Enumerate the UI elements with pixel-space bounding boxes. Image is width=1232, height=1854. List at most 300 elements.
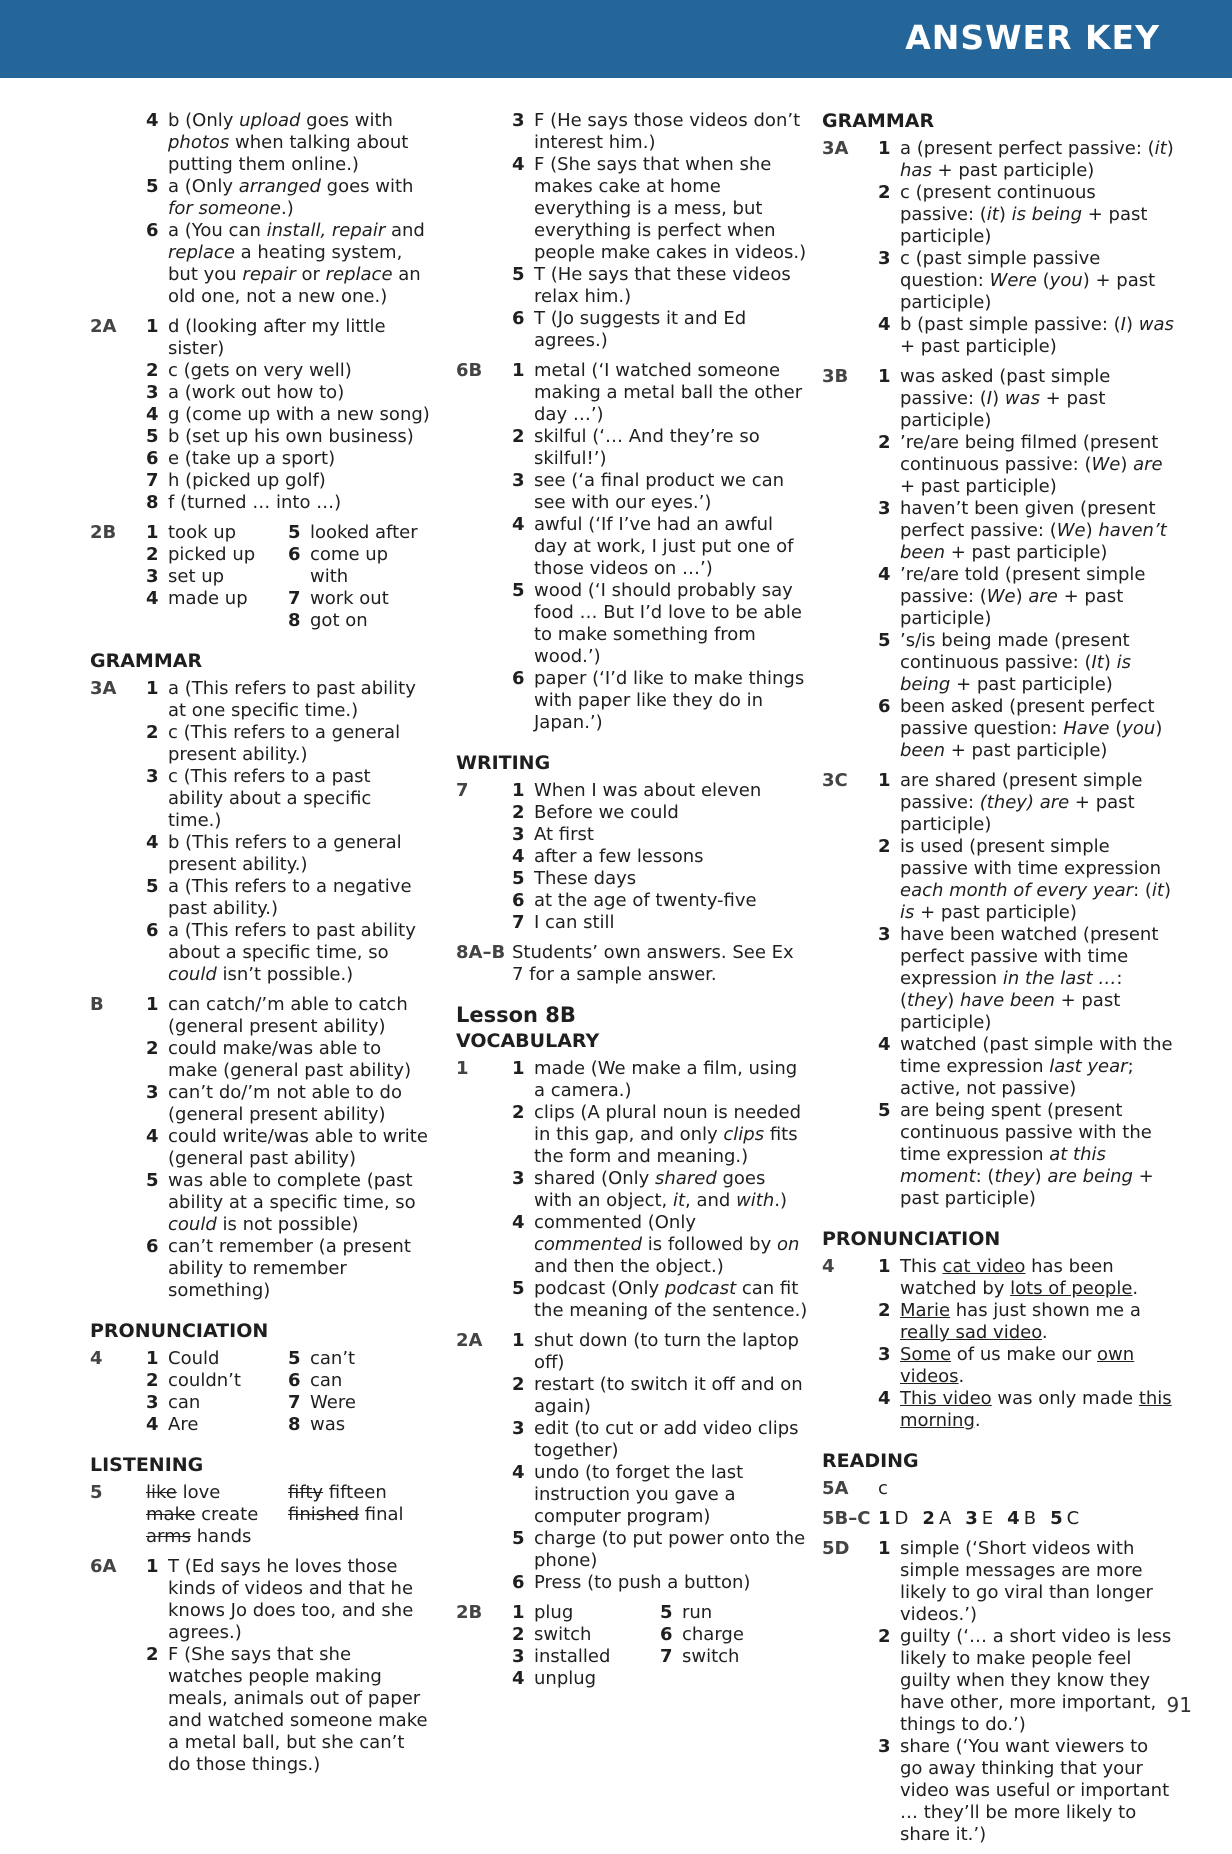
exercise-5d <box>822 1538 1174 1846</box>
answer-text: C <box>1066 1508 1080 1529</box>
answer-item <box>512 470 808 514</box>
item-number: 4 <box>1007 1508 1020 1529</box>
exercise-label: 3B <box>822 366 849 387</box>
answer-text: at the age of twenty-five <box>534 890 757 911</box>
answer-item <box>288 1392 430 1414</box>
answer-text: switch <box>534 1624 592 1645</box>
exercise-label: 5A <box>822 1478 849 1499</box>
answer-item <box>878 696 1174 762</box>
answer-text: Before we could <box>534 802 679 823</box>
answer-item <box>878 314 1174 358</box>
answer-item <box>146 588 288 610</box>
answer-item <box>878 248 1174 314</box>
answer-text: installed <box>534 1646 611 1667</box>
answer-item <box>878 1300 1174 1344</box>
answer-text: e (take up a sport) <box>168 448 336 469</box>
answer-text: work out <box>310 588 389 609</box>
answer-item <box>146 448 430 470</box>
exercise-4 <box>90 1348 430 1436</box>
answer-text: shut down (to turn the laptop off) <box>534 1330 799 1373</box>
answer-item <box>512 580 808 668</box>
answer-item <box>878 138 1174 182</box>
item-number: 2 <box>146 1038 159 1059</box>
answer-text: was <box>310 1414 346 1435</box>
answer-item <box>512 1212 808 1278</box>
answer-text: see (‘a final product we can see with our eyes.’) <box>534 470 785 513</box>
correction-item <box>146 1482 288 1504</box>
answer-text: switch <box>682 1646 740 1667</box>
answer-item <box>146 832 430 876</box>
answer-item <box>146 522 288 544</box>
answer-text: are being spent (present continuous passive with the time expression at this moment: (they) are being + past participle) <box>900 1100 1154 1209</box>
answer-text: charge (to put power onto the phone) <box>534 1528 806 1571</box>
answer-text: F (He says those videos don’t interest him.) <box>534 110 801 153</box>
item-number: 7 <box>288 1392 301 1413</box>
item-number: 7 <box>288 588 301 609</box>
item-number: 7 <box>146 470 159 491</box>
answer-text: have been watched (present perfect passive with time expression in the last …: (they) have been + past participle) <box>900 924 1159 1033</box>
exercise-2b <box>90 522 430 632</box>
exercise-label: 3C <box>822 770 848 791</box>
exercise-label: 4 <box>822 1256 835 1277</box>
item-number: 3 <box>512 1418 525 1439</box>
item-number: 2 <box>512 1624 525 1645</box>
answer-text: couldn’t <box>168 1370 241 1391</box>
answer-text: can <box>310 1370 343 1391</box>
answer-text: could make/was able to make (general past ability) <box>168 1038 412 1081</box>
answer-item <box>878 1508 908 1530</box>
answer-text: can catch/’m able to catch (general present ability) <box>168 994 408 1037</box>
item-number: 3 <box>146 1082 159 1103</box>
exercise-label: 2A <box>90 316 117 337</box>
answer-text: plug <box>534 1602 574 1623</box>
answer-text: c (past simple passive question: Were (you) + past participle) <box>900 248 1156 313</box>
answer-text: b (set up his own business) <box>168 426 414 447</box>
answer-item <box>512 264 808 308</box>
answer-item <box>146 544 288 566</box>
exercise-6a <box>90 1556 430 1776</box>
answer-item <box>146 110 430 176</box>
item-number: 2 <box>878 1300 891 1321</box>
answer-text: are shared (present simple passive: (they) are + past participle) <box>900 770 1143 835</box>
item-number: 5 <box>878 630 891 651</box>
answer-text: Could <box>168 1348 220 1369</box>
item-number: 5 <box>512 264 525 285</box>
answer-item <box>512 1102 808 1168</box>
answer-text: c (This refers to a general present ability.) <box>168 722 401 765</box>
answer-item <box>146 678 430 722</box>
answer-item <box>146 566 288 588</box>
answer-text: after a few lessons <box>534 846 704 867</box>
answer-item <box>512 1278 808 1322</box>
item-number: 6 <box>146 448 159 469</box>
answer-item <box>146 382 430 404</box>
exercise-7 <box>456 780 808 934</box>
item-number: 1 <box>878 366 891 387</box>
item-number: 3 <box>512 1168 525 1189</box>
section-heading: WRITING <box>456 752 551 774</box>
answer-item <box>146 1348 288 1370</box>
answer-item <box>512 1572 808 1594</box>
answer-text: At first <box>534 824 594 845</box>
item-number: 1 <box>512 1058 525 1079</box>
item-number: 2 <box>512 1102 525 1123</box>
answer-text: guilty (‘… a short video is less likely to make people feel guilty when they know they have other, more important, things to do.’) <box>900 1626 1172 1735</box>
answer-text: is used (present simple passive with time expression each month of every year: (it) is + past participle) <box>900 836 1171 923</box>
exercise-label: 2B <box>456 1602 483 1623</box>
answer-text: c (present continuous passive: (it) is being + past participle) <box>900 182 1148 247</box>
answer-item <box>512 426 808 470</box>
item-number: 4 <box>512 1462 525 1483</box>
answer-text: These days <box>534 868 637 889</box>
exercise-6b <box>456 360 808 734</box>
answer-item <box>512 360 808 426</box>
answer-text: was able to complete (past ability at a specific time, so could is not possible) <box>168 1170 416 1235</box>
answer-text: Are <box>168 1414 199 1435</box>
answer-item <box>146 722 430 766</box>
answer-text: b (past simple passive: (I) was + past participle) <box>900 314 1174 357</box>
correct-word: hands <box>191 1526 252 1547</box>
answer-item <box>512 1624 660 1646</box>
answer-item <box>512 824 808 846</box>
answer-item <box>146 1038 430 1082</box>
answer-text: a (This refers to past ability about a specific time, so could isn’t possible.) <box>168 920 416 985</box>
item-number: 7 <box>512 912 525 933</box>
item-number: 2 <box>878 1626 891 1647</box>
answer-item <box>878 836 1174 924</box>
item-number: 2 <box>512 802 525 823</box>
answer-item <box>1050 1508 1079 1530</box>
answer-item <box>146 876 430 920</box>
answer-item <box>512 802 808 824</box>
item-number: 2 <box>512 426 525 447</box>
item-number: 1 <box>146 1556 159 1577</box>
item-number: 4 <box>146 404 159 425</box>
answer-text: shared (Only shared goes with an object, it, and with.) <box>534 1168 788 1211</box>
answer-item <box>878 1388 1174 1432</box>
answer-text: clips (A plural noun is needed in this gap, and only clips fits the form and meaning.) <box>534 1102 802 1167</box>
struck-word: finished <box>288 1504 360 1525</box>
item-number: 4 <box>146 1126 159 1147</box>
exercise-1 <box>456 1058 808 1322</box>
section-heading: GRAMMAR <box>90 650 203 672</box>
answer-item <box>878 1344 1174 1388</box>
answer-item <box>878 1100 1174 1210</box>
item-number: 8 <box>288 1414 301 1435</box>
answer-text: wood (‘I should probably say food … But I’d love to be able to make something from wood.’) <box>534 580 802 667</box>
answer-text: Press (to push a button) <box>534 1572 751 1593</box>
answer-item <box>146 492 430 514</box>
exercise-label: 3A <box>822 138 849 159</box>
item-number: 4 <box>878 1388 891 1409</box>
answer-item <box>512 890 808 912</box>
item-number: 1 <box>512 1330 525 1351</box>
answer-text: paper (‘I’d like to make things with paper like they do in Japan.’) <box>534 668 805 733</box>
answer-text: B <box>1023 1508 1037 1529</box>
item-number: 4 <box>512 514 525 535</box>
answer-item <box>512 1330 808 1374</box>
answer-text: h (picked up golf) <box>168 470 326 491</box>
answer-item <box>660 1646 808 1668</box>
answer-item <box>512 154 808 264</box>
struck-word: arms <box>146 1526 192 1547</box>
answer-text: unplug <box>534 1668 597 1689</box>
item-number: 1 <box>512 360 525 381</box>
item-number: 2 <box>922 1508 935 1529</box>
answer-text: undo (to forget the last instruction you gave a computer program) <box>534 1462 744 1527</box>
answer-text: I can still <box>534 912 615 933</box>
item-number: 5 <box>512 868 525 889</box>
struck-word: like <box>146 1482 177 1503</box>
answer-text: podcast (Only podcast can fit the meaning of the sentence.) <box>534 1278 808 1321</box>
answer-item <box>878 924 1174 1034</box>
answer-text: could write/was able to write (general past ability) <box>168 1126 428 1169</box>
item-number: 5 <box>1050 1508 1063 1529</box>
answer-item <box>512 1462 808 1528</box>
item-number: 5 <box>878 1100 891 1121</box>
item-number: 5 <box>146 876 159 897</box>
item-number: 5 <box>146 1170 159 1191</box>
answer-text: a (present perfect passive: (it) has + past participle) <box>900 138 1174 181</box>
item-number: 5 <box>512 580 525 601</box>
answer-text: c (gets on very well) <box>168 360 352 381</box>
answer-text: T (Jo suggests it and Ed agrees.) <box>534 308 747 351</box>
answer-text: ’s/is being made (present continuous passive: (It) is being + past participle) <box>900 630 1131 695</box>
answer-text: share (‘You want viewers to go away thinking that your video was useful or important … they’ll be more likely to share it.’) <box>900 1736 1170 1845</box>
item-number: 1 <box>146 678 159 699</box>
answer-item <box>146 360 430 382</box>
struck-word: make <box>146 1504 196 1525</box>
exercise-label: 1 <box>456 1058 469 1079</box>
item-number: 1 <box>146 316 159 337</box>
answer-text: took up <box>168 522 237 543</box>
exercise-label: 7 <box>456 780 469 801</box>
answer-item <box>512 912 808 934</box>
item-number: 3 <box>146 766 159 787</box>
item-number: 3 <box>146 382 159 403</box>
answer-item <box>146 1414 288 1436</box>
exercise-label: 5B–C <box>822 1508 871 1529</box>
lesson-title: Lesson 8B <box>456 1003 576 1027</box>
answer-text: can’t <box>310 1348 356 1369</box>
item-number: 2 <box>146 722 159 743</box>
item-number: 3 <box>878 1736 891 1757</box>
answer-item <box>512 1668 660 1690</box>
item-number: 6 <box>660 1624 673 1645</box>
item-number: 3 <box>878 248 891 269</box>
answer-text: T (Ed says he loves those kinds of videos and that he knows Jo does too, and she agrees.) <box>168 1556 414 1643</box>
item-number: 4 <box>512 846 525 867</box>
answer-text: metal (‘I watched someone making a metal ball the other day …’) <box>534 360 803 425</box>
answer-item <box>512 1058 808 1102</box>
item-number: 5 <box>146 426 159 447</box>
answer-text: been asked (present perfect passive question: Have (you) been + past participle) <box>900 696 1163 761</box>
item-number: 3 <box>512 470 525 491</box>
answer-item <box>146 426 430 448</box>
exercise-label: 5D <box>822 1538 850 1559</box>
item-number: 4 <box>146 588 159 609</box>
answer-item <box>512 780 808 802</box>
answer-item <box>146 1370 288 1392</box>
answer-item <box>146 1170 430 1236</box>
item-number: 2 <box>146 1370 159 1391</box>
item-number: 8 <box>146 492 159 513</box>
exercise-4 <box>822 1256 1174 1432</box>
answer-text: can’t remember (a present ability to remember something) <box>168 1236 411 1301</box>
item-number: 3 <box>965 1508 978 1529</box>
answer-item <box>146 176 430 220</box>
exercise-label: 4 <box>90 1348 103 1369</box>
section-heading: GRAMMAR <box>822 110 935 132</box>
answer-item <box>146 766 430 832</box>
item-number: 5 <box>512 1278 525 1299</box>
answer-text: F (She says that when she makes cake at home everything is a mess, but everything is perfect when people make cakes in videos.) <box>534 154 807 263</box>
answer-item <box>288 522 430 544</box>
answer-item <box>878 498 1174 564</box>
answer-text: looked after <box>310 522 418 543</box>
answer-item <box>512 1418 808 1462</box>
answer-text: b (This refers to a general present ability.) <box>168 832 402 875</box>
exercise-5 <box>90 1482 430 1548</box>
item-number: 5 <box>146 176 159 197</box>
exercise-1-continued <box>90 110 430 308</box>
correct-word: fifteen <box>323 1482 387 1503</box>
exercise-6a-continued <box>456 110 808 352</box>
answer-item <box>512 846 808 868</box>
exercise-3a <box>822 138 1174 358</box>
answer-item <box>288 1414 430 1436</box>
exercise-2b <box>456 1602 808 1690</box>
item-number: 5 <box>288 522 301 543</box>
answer-item <box>146 1082 430 1126</box>
page-title: ANSWER KEY <box>905 18 1160 57</box>
item-number: 1 <box>146 522 159 543</box>
answer-item <box>512 868 808 890</box>
answer-text: commented (Only commented is followed by on and then the object.) <box>534 1212 800 1277</box>
answer-text: can <box>168 1392 201 1413</box>
item-number: 4 <box>146 832 159 853</box>
item-number: 3 <box>878 924 891 945</box>
item-number: 4 <box>512 1212 525 1233</box>
item-number: 2 <box>146 360 159 381</box>
item-number: 4 <box>146 1414 159 1435</box>
answer-text: c (This refers to a past ability about a specific time.) <box>168 766 372 831</box>
item-number: 4 <box>878 564 891 585</box>
answer-item <box>146 470 430 492</box>
item-number: 8 <box>288 610 301 631</box>
answer-item <box>512 1646 660 1668</box>
answer-text: watched (past simple with the time expression last year; active, not passive) <box>900 1034 1173 1099</box>
answer-item <box>1007 1508 1036 1530</box>
answer-text: f (turned … into …) <box>168 492 342 513</box>
answer-text: run <box>682 1602 713 1623</box>
section-heading: PRONUNCIATION <box>90 1320 269 1342</box>
exercise-b <box>90 994 430 1302</box>
answer-text: made up <box>168 588 248 609</box>
answer-item <box>878 630 1174 696</box>
item-number: 6 <box>146 1236 159 1257</box>
item-number: 2 <box>146 1644 159 1665</box>
item-number: 7 <box>660 1646 673 1667</box>
header-bar <box>0 0 1232 78</box>
exercise-label: 2A <box>456 1330 483 1351</box>
answer-text: made (We make a film, using a camera.) <box>534 1058 798 1101</box>
item-number: 3 <box>146 1392 159 1413</box>
answer-text: Marie has just shown me a really sad video. <box>900 1300 1141 1343</box>
answer-text: a (You can install, repair and replace a heating system, but you repair or replace an old one, not a new one.) <box>168 220 425 307</box>
answer-text: haven’t been given (present perfect passive: (We) haven’t been + past participle) <box>900 498 1167 563</box>
answer-item <box>878 564 1174 630</box>
item-number: 6 <box>288 544 301 565</box>
answer-item <box>146 1126 430 1170</box>
answer-item <box>878 182 1174 248</box>
answer-item <box>146 316 430 360</box>
answer-item <box>146 1392 288 1414</box>
answer-text: set up <box>168 566 225 587</box>
answer-text: charge <box>682 1624 744 1645</box>
answer-text: E <box>981 1508 994 1529</box>
item-number: 3 <box>146 566 159 587</box>
item-number: 2 <box>878 432 891 453</box>
answer-text: skilful (‘… And they’re so skilful!’) <box>534 426 760 469</box>
column-2 <box>456 110 808 1698</box>
item-number: 4 <box>146 110 159 131</box>
section-heading: PRONUNCIATION <box>822 1228 1001 1250</box>
answer-item <box>878 1256 1174 1300</box>
column-3 <box>822 110 1174 1854</box>
item-number: 1 <box>878 1538 891 1559</box>
answer-text: got on <box>310 610 368 631</box>
answer-text: This cat video has been watched by lots of people. <box>900 1256 1139 1299</box>
item-number: 1 <box>878 1508 891 1529</box>
answer-item <box>660 1602 808 1624</box>
answer-text: a (work out how to) <box>168 382 345 403</box>
answer-text: ’re/are told (present simple passive: (We) are + past participle) <box>900 564 1146 629</box>
answer-item <box>288 1370 430 1392</box>
answer-text: D <box>894 1508 909 1529</box>
exercise-label: 3A <box>90 678 117 699</box>
answer-text: Some of us make our own videos. <box>900 1344 1135 1387</box>
answer-item <box>146 220 430 308</box>
column-1 <box>90 110 430 1784</box>
answer-item <box>878 1538 1174 1626</box>
page-number: 91 <box>1166 1693 1192 1717</box>
exercise-2a <box>456 1330 808 1594</box>
section-heading: READING <box>822 1450 919 1472</box>
answer-item <box>512 1602 660 1624</box>
item-number: 5 <box>512 1528 525 1549</box>
answer-item <box>288 544 430 588</box>
answer-item <box>512 1528 808 1572</box>
answer-item <box>922 1508 951 1530</box>
answer-item <box>878 1626 1174 1736</box>
item-number: 4 <box>512 1668 525 1689</box>
correct-word: create <box>195 1504 259 1525</box>
item-number: 2 <box>512 1374 525 1395</box>
answer-item <box>146 920 430 986</box>
item-number: 1 <box>878 138 891 159</box>
answer-item <box>146 1644 430 1776</box>
answer-text: a (This refers to past ability at one specific time.) <box>168 678 416 721</box>
item-number: 3 <box>878 1344 891 1365</box>
item-number: 2 <box>146 544 159 565</box>
answer-text: Students’ own answers. See Ex 7 for a sample answer. <box>512 942 794 985</box>
answer-text: g (come up with a new song) <box>168 404 430 425</box>
correction-item <box>146 1504 288 1526</box>
item-number: 6 <box>288 1370 301 1391</box>
answer-text: ’re/are being filmed (present continuous passive: (We) are + past participle) <box>900 432 1163 497</box>
item-number: 3 <box>512 1646 525 1667</box>
